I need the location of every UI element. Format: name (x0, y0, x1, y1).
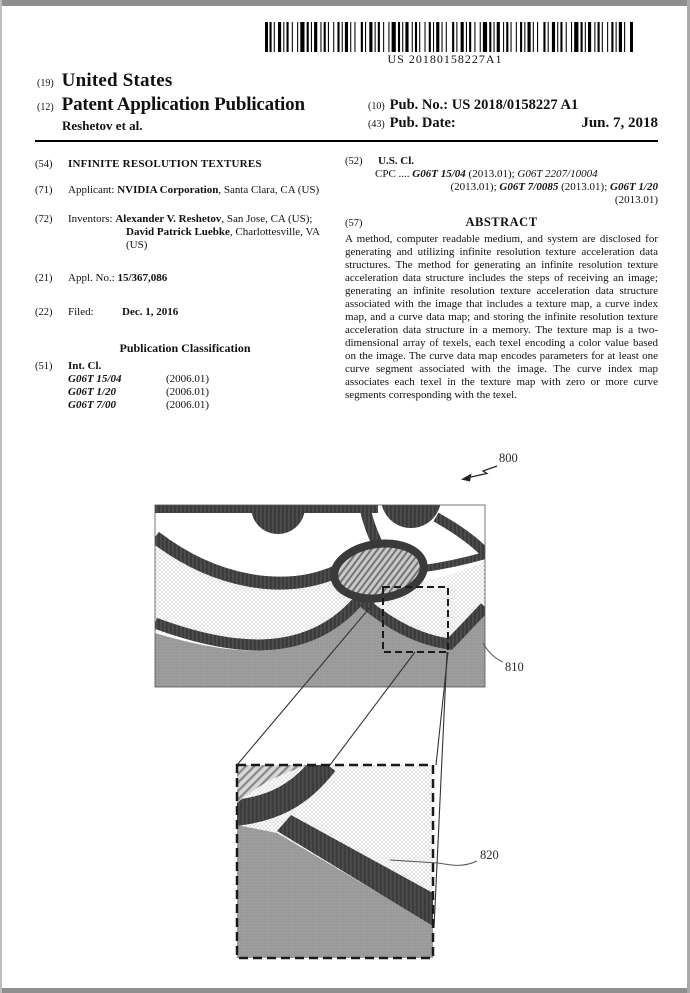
barcode-bar (283, 22, 284, 52)
barcode-bar (354, 22, 355, 52)
ref-810-leader (483, 643, 503, 662)
pubno-number: US 2018/0158227 A1 (451, 97, 579, 113)
appl-no-row (35, 272, 335, 285)
barcode-bar (571, 22, 572, 52)
filed-text (68, 306, 335, 319)
barcode-bar (537, 22, 538, 52)
barcode-bar (598, 22, 600, 52)
title-row (35, 158, 335, 171)
abstract-tag: (57) (345, 218, 363, 229)
barcode-bar (405, 22, 408, 52)
pubno-label: Pub. No.: (389, 97, 449, 113)
abstract-heading-row (345, 216, 658, 229)
top-right-disc (381, 468, 441, 528)
barcode-bar (494, 22, 495, 52)
int-class-row (68, 399, 335, 412)
barcode-bar (624, 22, 625, 52)
applicant-row (35, 184, 335, 197)
barcode-bar (446, 22, 447, 52)
scan-edge-left (0, 0, 2, 993)
header-authors: Reshetov et al. (62, 118, 143, 133)
int-cl-row (35, 360, 335, 373)
barcode-bar (392, 22, 396, 52)
barcode-bar (483, 22, 487, 52)
barcode-bar (369, 22, 372, 52)
barcode-bar (415, 22, 417, 52)
barcode-bar (607, 22, 608, 52)
appl-no-value: 15/367,086 (117, 272, 168, 284)
title-tag: (54) (35, 159, 53, 170)
header-pubno (368, 97, 658, 114)
barcode-bar (489, 22, 491, 52)
ref-800-arrow-line (471, 466, 497, 477)
barcode-bar (314, 22, 317, 52)
filed-row (35, 306, 335, 319)
appl-no-tag: (21) (35, 273, 53, 284)
pubdate-label: Pub. Date: (389, 115, 456, 131)
barcode-bar (474, 22, 475, 52)
barcode-bar (456, 22, 457, 52)
barcode-bar (300, 22, 304, 52)
right-column (345, 155, 658, 402)
barcode-bar (543, 22, 545, 52)
barcode-bar (516, 22, 517, 52)
barcode-bar (503, 22, 504, 52)
header-country (37, 70, 172, 92)
filed-value: Dec. 1, 2016 (122, 306, 179, 318)
barcode-bar (452, 22, 454, 52)
barcode-bar (585, 22, 586, 52)
scan-edge-bottom (0, 988, 690, 993)
int-class-code: G06T 15/04 (68, 373, 122, 385)
barcode-bar (365, 22, 366, 52)
int-cl-tag: (51) (35, 361, 53, 372)
invention-title: INFINITE RESOLUTION TEXTURES (68, 158, 262, 170)
barcode-bar (419, 22, 420, 52)
int-class-version: (2006.01) (166, 399, 210, 411)
figure-diagram (150, 440, 570, 970)
barcode-bar (581, 22, 583, 52)
barcode-bar (574, 22, 578, 52)
barcode-bar (630, 22, 633, 52)
abstract-heading: ABSTRACT (465, 215, 538, 229)
barcode-bar (511, 22, 512, 52)
us-cl-row (345, 155, 658, 168)
barcode-bar (425, 22, 426, 52)
barcode-bar (265, 22, 268, 52)
header-pubdate (368, 115, 658, 132)
barcode-bar (566, 22, 567, 52)
figure-ref-810: 810 (505, 660, 524, 674)
barcode-bar (466, 22, 467, 52)
barcode-bar (469, 22, 471, 52)
barcode-bar (461, 22, 464, 52)
pubno-value (390, 97, 579, 113)
us-cl-label: U.S. Cl. (378, 155, 415, 167)
int-cl-label: Int. Cl. (68, 360, 102, 372)
barcode-bar (552, 22, 555, 52)
barcode-bar (337, 22, 339, 52)
pubdate-tag: (43) (368, 119, 385, 130)
barcode-bar (497, 22, 500, 52)
figure-ref-800: 800 (499, 451, 518, 465)
barcode-bar (311, 22, 312, 52)
barcode-bar (307, 22, 309, 52)
filed-label: Filed: (68, 306, 94, 318)
barcode-bar (548, 22, 549, 52)
barcode-text: US 20180158227A1 (387, 52, 503, 66)
inventors-row (35, 213, 335, 252)
barcode-bar (619, 22, 622, 52)
header-rule (35, 140, 658, 142)
inventors-text: Inventors: Alexander V. Reshetov, San Jose, CA (US); David Patrick Luebke, Charlottesville, VA (US) (68, 213, 320, 251)
abstract-text: A method, computer readable medium, and system are disclosed for generating and utilizing infinite resolution texture acceleration data structures. The method for generating an infinite resolution texture acceleration data structure includes the steps of receiving an image; generating an infinite resolution texture acceleration data structure associated with the image that includes a texture map, a curve index map, and a curve data map; and storing the infinite resolution texture acceleration data structure in a memory. The texture map is a two-dimensional array of texels, each texel encoding a color value based on the image. The curve data map encodes parameters for at least one curve segment associated with the image. The curve index map associates each texel in the texture map with zero or more curve segments corresponding with the texel. (345, 233, 658, 401)
barcode-bar (375, 22, 376, 52)
pubno-tag: (10) (368, 101, 385, 112)
int-class-code: G06T 1/20 (68, 386, 116, 398)
figure-ref-820: 820 (480, 848, 499, 862)
barcode-bar (287, 22, 289, 52)
barcode-bar (333, 22, 334, 52)
barcode-bar (616, 22, 617, 52)
projection-line-4 (434, 652, 447, 928)
barcode-bar (506, 22, 508, 52)
barcode-bar (433, 22, 434, 52)
barcode-bar (270, 22, 272, 52)
barcode-bar (292, 22, 293, 52)
barcode-bar (345, 22, 348, 52)
barcode-bar (588, 22, 591, 52)
header-doctype (37, 94, 305, 116)
barcode-bar (402, 22, 403, 52)
barcode-bar (320, 22, 321, 52)
barcode-bar (480, 22, 481, 52)
country-tag: (19) (37, 78, 54, 89)
barcode-bar (528, 22, 531, 52)
barcode-bar (278, 22, 281, 52)
cpc-line-1: CPC .... G06T 15/04 (2013.01); G06T 2207/10004 (375, 168, 598, 180)
barcode-bar (388, 22, 389, 52)
cpc-line-2: (2013.01); G06T 7/0085 (2013.01); G06T 1/20 (450, 181, 658, 193)
appl-no-label: Appl. No.: (68, 272, 115, 284)
left-column (35, 155, 335, 412)
doctype-tag: (12) (37, 102, 54, 113)
publication-classification-heading: Publication Classification (119, 341, 251, 355)
barcode-bar (436, 22, 439, 52)
texture-image (155, 468, 487, 687)
int-class-version: (2006.01) (166, 386, 210, 398)
barcode-bar (560, 22, 562, 52)
barcode-bar (274, 22, 275, 52)
barcode-bar (429, 22, 431, 52)
us-cl-tag: (52) (345, 156, 363, 167)
appl-no-text (68, 272, 335, 285)
barcode-bar (611, 22, 613, 52)
barcode-bar (442, 22, 443, 52)
texture-image-content (155, 468, 487, 687)
inventors-tag: (72) (35, 214, 53, 225)
int-class-version: (2006.01) (166, 373, 210, 385)
filed-tag: (22) (35, 307, 53, 318)
top-band-bump (251, 480, 305, 534)
int-class-code: G06T 7/00 (68, 399, 116, 411)
barcode-bar (378, 22, 380, 52)
barcode-bar (412, 22, 413, 52)
barcode-bar (324, 22, 326, 52)
scan-edge-top (0, 0, 690, 6)
barcode (265, 22, 633, 52)
doctype-name: Patent Application Publication (61, 94, 305, 115)
cpc-line-3: (2013.01) (614, 194, 658, 206)
barcode-bar (524, 22, 525, 52)
barcode-bar (361, 22, 363, 52)
ref-800-arrowhead (461, 474, 472, 482)
barcode-bar (297, 22, 298, 52)
barcode-bar (594, 22, 595, 52)
barcode-bar (328, 22, 329, 52)
barcode-bar (602, 22, 603, 52)
applicant-tag: (71) (35, 185, 53, 196)
barcode-bar (383, 22, 384, 52)
barcode-bar (350, 22, 351, 52)
int-class-row (68, 386, 335, 399)
barcode-bar (520, 22, 522, 52)
int-class-row (68, 373, 335, 386)
barcode-bar (342, 22, 343, 52)
barcode-bar (557, 22, 558, 52)
applicant-text: Applicant: NVIDIA Corporation, Santa Clara, CA (US) (68, 184, 320, 196)
country-name: United States (61, 70, 173, 91)
pubdate-value: Jun. 7, 2018 (581, 115, 658, 131)
barcode-bar (398, 22, 400, 52)
barcode-bar (533, 22, 534, 52)
